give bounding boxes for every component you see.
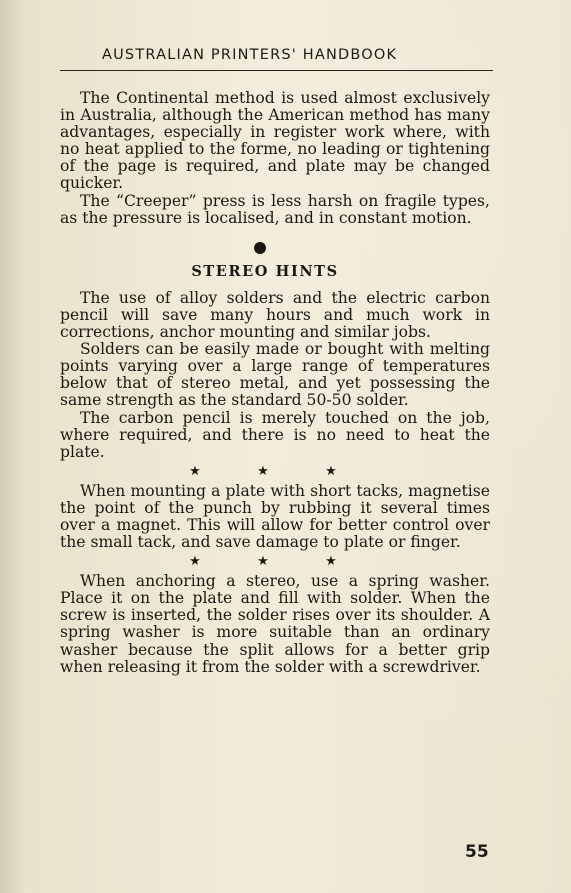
header-rule [60, 70, 493, 71]
paragraph-spring-washer: When anchoring a stereo, use a spring washer. Place it on the plate and fill with solder. When the screw is inserted, the solder rises over its shoulder. A spring washer is more suitable than an ordinary washer because the split allows for a better grip when releasing it from the solder with a screwdriver. [60, 572, 490, 676]
paragraph-continental-method: The Continental method is used almost exclusively in Australia, although the American method has many advantages, especially in register work where, with no heat applied to the forme, no leading or tightening of the page is required, and plate may be changed quicker. [60, 89, 490, 193]
section-bullet-icon [254, 242, 266, 254]
star-icon: ★ [189, 554, 201, 570]
section-heading-stereo-hints: STEREO HINTS [191, 262, 339, 280]
star-icon: ★ [257, 554, 269, 570]
star-separator [48, 553, 478, 571]
paragraph-magnetise-punch: When mounting a plate with short tacks, magnetise the point of the punch by rubbing it several times over a magnet. This will allow for better control over the small tack, and save damage to plate or finger. [60, 481, 490, 552]
paragraph-solders-made: Solders can be easily made or bought with melting points varying over a large range of temperatures below that of stereo metal, and yet possessing the same strength as the standard 50-50 solder. [60, 340, 490, 410]
page-body [60, 90, 490, 676]
star-icon: ★ [189, 463, 201, 479]
star-icon: ★ [325, 463, 337, 479]
paragraph-alloy-solders: The use of alloy solders and the electric carbon pencil will save many hours and much work in corrections, anchor mounting and similar jobs. [60, 288, 490, 342]
star-icon: ★ [325, 554, 337, 570]
paragraph-carbon-pencil: The carbon pencil is merely touched on the job, where required, and there is no need to heat the plate. [60, 408, 490, 461]
page-number: 55 [465, 842, 489, 862]
page-gutter-shadow [0, 0, 26, 893]
running-header: AUSTRALIAN PRINTERS' HANDBOOK [102, 47, 398, 63]
paragraph-creeper-press: The “Creeper” press is less harsh on fragile types, as the pressure is localised, and in constant motion. [60, 191, 490, 227]
star-icon: ★ [257, 463, 269, 479]
star-separator [48, 463, 478, 481]
